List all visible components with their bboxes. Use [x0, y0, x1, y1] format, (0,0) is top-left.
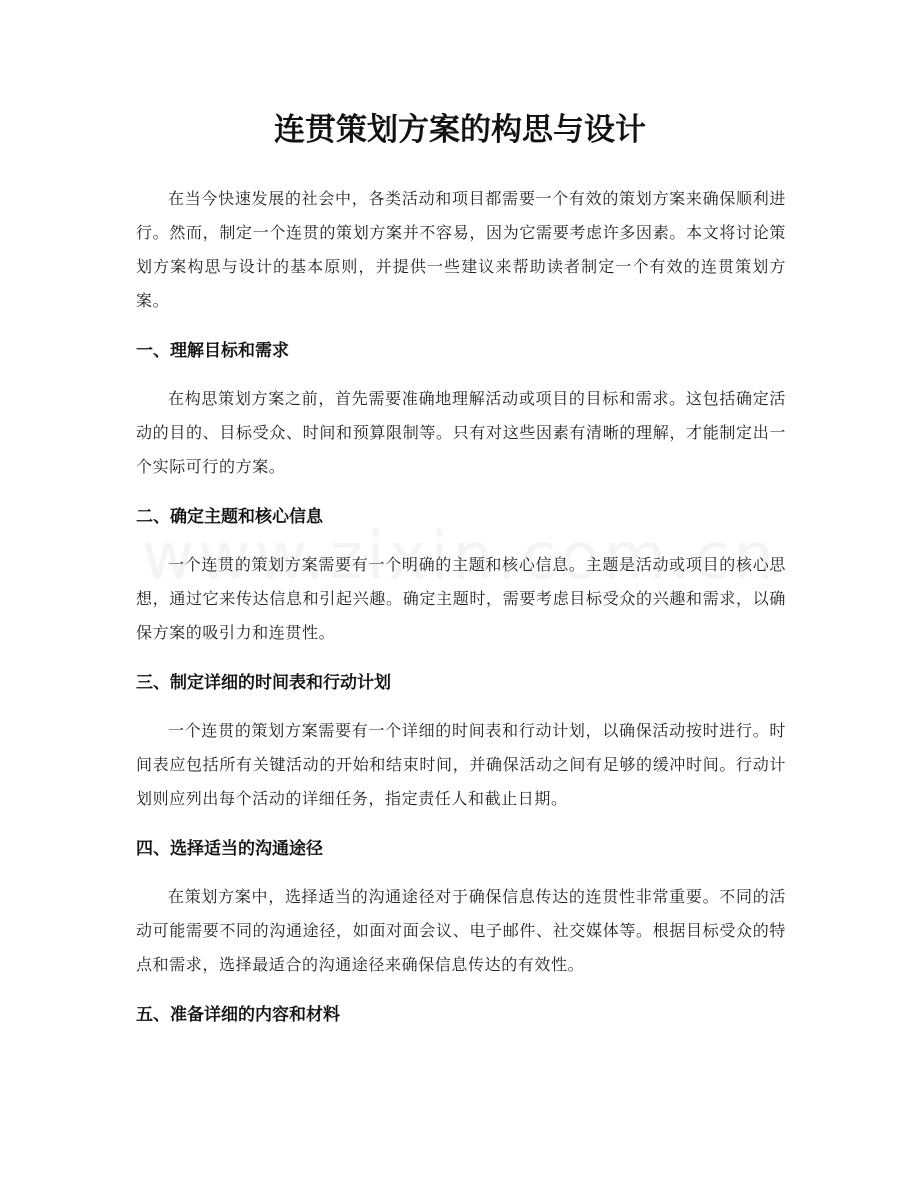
section-heading: 二、确定主题和核心信息 — [136, 507, 323, 527]
section-heading: 四、选择适当的沟通途径 — [136, 839, 323, 859]
section-paragraph: 在构思策划方案之前，首先需要准确地理解活动或项目的目标和需求。这包括确定活动的目的、目标受众、时间和预算限制等。只有对这些因素有清晰的理解，才能制定出一个实际可行的方案。 — [136, 389, 786, 476]
section-paragraph: 一个连贯的策划方案需要有一个详细的时间表和行动计划，以确保活动按时进行。时间表应包括所有关键活动的开始和结束时间，并确保活动之间有足够的缓冲时间。行动计划则应列出每个活动的详细任务，指定责任人和截止日期。 — [136, 721, 786, 808]
section-heading: 三、制定详细的时间表和行动计划 — [136, 673, 391, 693]
section-paragraph: 在策划方案中，选择适当的沟通途径对于确保信息传达的连贯性非常重要。不同的活动可能需要不同的沟通途径，如面对面会议、电子邮件、社交媒体等。根据目标受众的特点和需求，选择最适合的沟通途径来确保信息传达的有效性。 — [136, 887, 786, 974]
document-body — [136, 182, 786, 1028]
section-paragraph: 一个连贯的策划方案需要有一个明确的主题和核心信息。主题是活动或项目的核心思想，通过它来传达信息和引起兴趣。确定主题时，需要考虑目标受众的兴趣和需求，以确保方案的吸引力和连贯性。 — [136, 555, 786, 642]
section-heading: 一、理解目标和需求 — [136, 341, 289, 361]
document-title: 连贯策划方案的构思与设计 — [274, 112, 646, 148]
section-heading: 五、准备详细的内容和材料 — [136, 1005, 340, 1025]
intro-paragraph: 在当今快速发展的社会中，各类活动和项目都需要一个有效的策划方案来确保顺利进行。然而，制定一个连贯的策划方案并不容易，因为它需要考虑许多因素。本文将讨论策划方案构思与设计的基本原则，并提供一些建议来帮助读者制定一个有效的连贯策划方案。 — [136, 189, 786, 310]
